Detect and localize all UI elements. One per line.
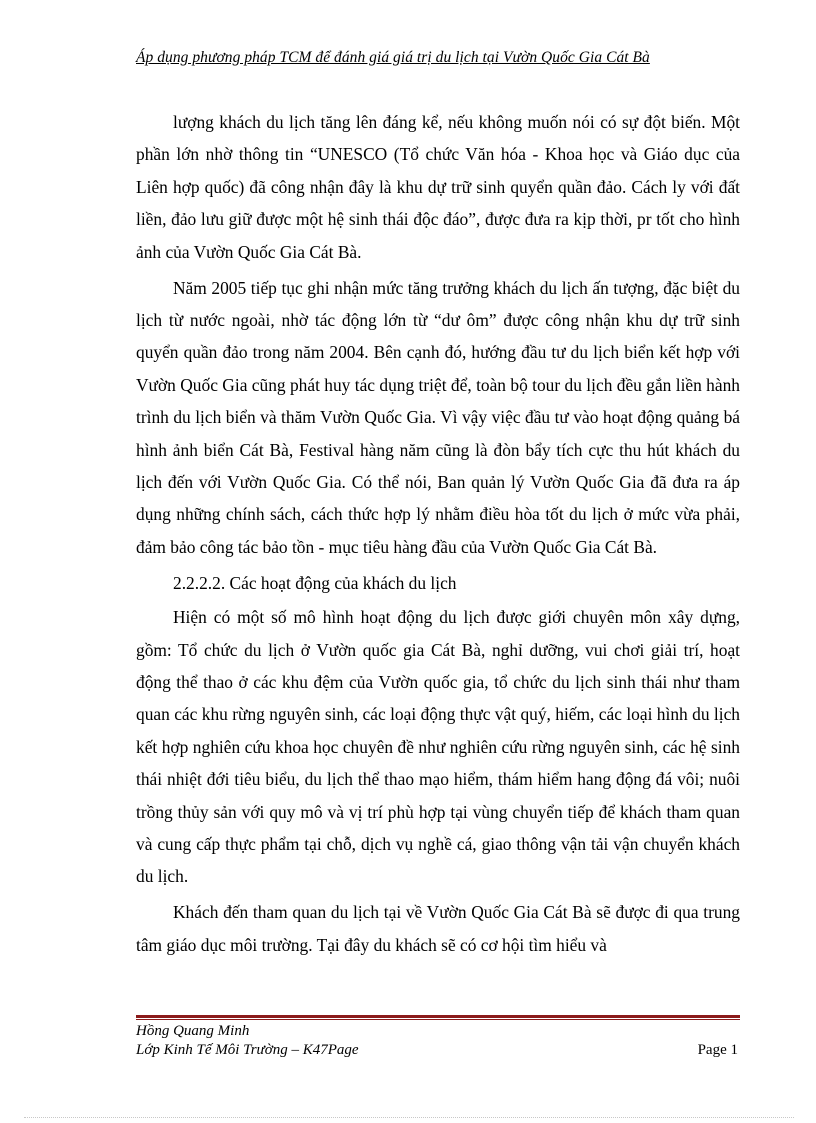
footer-class-label: Lớp Kinh Tế Môi Trường – K47Page xyxy=(136,1042,359,1058)
paragraph: Năm 2005 tiếp tục ghi nhận mức tăng trưởng khách du lịch ấn tượng, đặc biệt du lịch từ nước ngoài, nhờ tác động lớn từ “dư ôm” được công nhận khu dự trữ sinh quyển quần đảo trong năm 2004. Bên cạnh đó, hướng đầu tư du lịch biển kết hợp với Vườn Quốc Gia cũng phát huy tác dụng triệt để, toàn bộ tour du lịch đều gắn liền hành trình du lịch biển và thăm Vườn Quốc Gia. Vì vậy việc đầu tư vào hoạt động quảng bá hình ảnh biển Cát Bà, Festival hàng năm cũng là đòn bẩy tích cực thu hút khách du lịch đến với Vườn Quốc Gia. Có thể nói, Ban quản lý Vườn Quốc Gia đã đưa ra áp dụng những chính sách, cách thức hợp lý nhằm điều hòa tốt du lịch ở mức vừa phải, đảm bảo công tác bảo tồn - mục tiêu hàng đầu của Vườn Quốc Gia Cát Bà. xyxy=(136,277,740,557)
footer-author: Hồng Quang Minh xyxy=(136,1023,250,1039)
footer-page-number: Page 1 xyxy=(697,1042,738,1058)
section-heading: 2.2.2.2. Các hoạt động của khách du lịch xyxy=(173,572,457,593)
paragraph: Khách đến tham quan du lịch tại về Vườn Quốc Gia Cát Bà sẽ được đi qua trung tâm giáo dục môi trường. Tại đây du khách sẽ có cơ hội tìm hiểu và xyxy=(136,902,740,955)
paragraph: lượng khách du lịch tăng lên đáng kể, nếu không muốn nói có sự đột biến. Một phần lớn nhờ thông tin “UNESCO (Tổ chức Văn hóa - Khoa học và Giáo dục của Liên hợp quốc) đã công nhận đây là khu dự trữ sinh quyển quần đảo. Cách ly với đất liền, đảo lưu giữ được một hệ sinh thái độc đáo”, được đưa ra kịp thời, pr tốt cho hình ảnh của Vườn Quốc Gia Cát Bà. xyxy=(136,112,740,262)
body-text xyxy=(136,106,740,965)
footer-divider xyxy=(136,1015,740,1018)
footer-divider-thin xyxy=(136,1019,740,1020)
paragraph: Hiện có một số mô hình hoạt động du lịch được giới chuyên môn xây dựng, gồm: Tổ chức du lịch ở Vườn quốc gia Cát Bà, nghỉ dưỡng, vui chơi giải trí, hoạt động thể thao ở các khu đệm của Vườn quốc gia, tổ chức du lịch sinh thái như tham quan các khu rừng nguyên sinh, các loại động thực vật quý, hiếm, các loại hình du lịch kết hợp nghiên cứu khoa học chuyên đề như nghiên cứu rừng nguyên sinh, các hệ sinh thái nhiệt đới tiêu biểu, du lịch thể thao mạo hiểm, thám hiểm hang động đá vôi; nuôi trồng thủy sản với quy mô và vị trí phù hợp tại vùng chuyển tiếp để khách tham quan và cung cấp thực phẩm tại chỗ, dịch vụ nghề cá, giao thông vận tải vận chuyển khách du lịch. xyxy=(136,607,740,887)
page-break-line xyxy=(24,1117,794,1118)
page-header-title: Áp dụng phương pháp TCM để đánh giá giá trị du lịch tại Vườn Quốc Gia Cát Bà xyxy=(136,49,650,66)
